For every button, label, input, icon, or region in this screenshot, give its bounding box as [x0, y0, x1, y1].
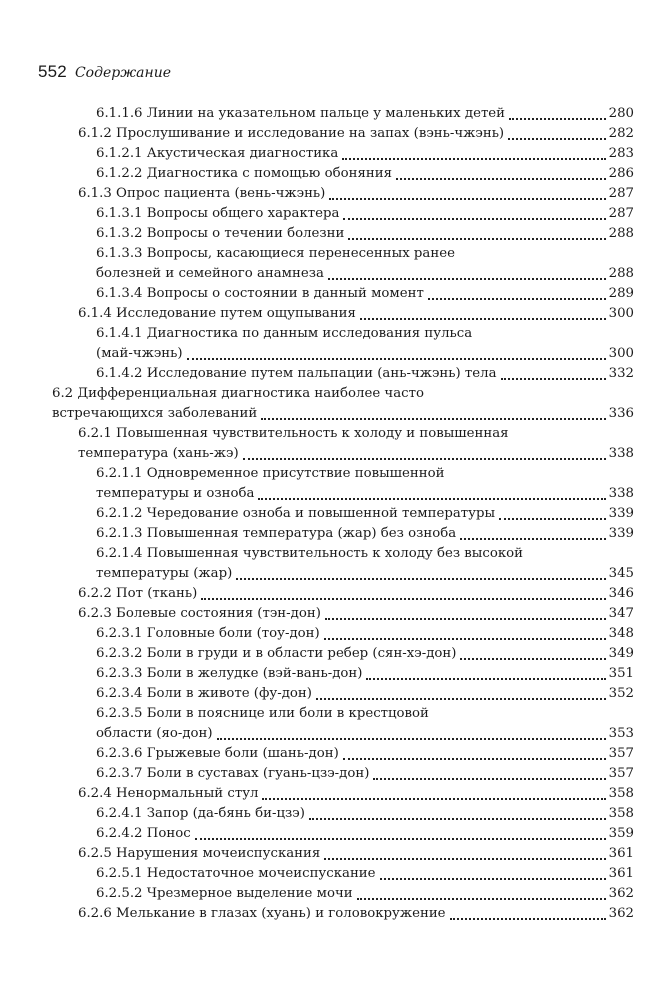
leader-dots	[195, 838, 606, 840]
toc-entry-row	[96, 344, 634, 364]
toc-page-number: 288	[608, 226, 634, 241]
leader-dots	[217, 738, 606, 740]
leader-dots	[460, 658, 605, 660]
toc-entry-title: 6.1.3 Опрос пациента (вень-чжэнь)	[78, 186, 326, 201]
toc-page-number: 348	[608, 626, 634, 641]
toc-entry-title: 6.2.4 Ненормальный стул	[78, 786, 259, 801]
toc-entry[interactable]	[0, 104, 664, 124]
toc-entry-row	[78, 184, 634, 204]
toc-page-number: 300	[608, 346, 634, 361]
toc-page-number: 347	[608, 606, 634, 621]
leader-dots	[357, 898, 606, 900]
leader-dots	[342, 158, 605, 160]
leader-dots	[236, 578, 605, 580]
toc-entry-row	[96, 164, 634, 184]
toc-entry-title: 6.2.4.2 Понос	[96, 826, 191, 841]
toc-entry-first-line	[0, 464, 664, 484]
toc-entry-title: (май-чжэнь)	[96, 346, 183, 361]
toc-entry-row	[78, 304, 634, 324]
toc-entry-row	[96, 564, 634, 584]
toc-entry-row	[78, 604, 634, 624]
toc-page-number: 345	[608, 566, 634, 581]
toc-entry[interactable]	[0, 604, 664, 624]
toc-entry-title: температура (хань-жэ)	[78, 446, 239, 461]
toc-entry-row	[96, 364, 634, 384]
toc-entry-row	[96, 484, 634, 504]
toc-entry-first-line	[0, 544, 664, 564]
leader-dots	[428, 298, 606, 300]
running-header	[38, 62, 171, 82]
toc-entry-row	[78, 904, 634, 924]
toc-page-number: 282	[608, 126, 634, 141]
toc-entry[interactable]	[0, 224, 664, 244]
toc-entry-heading: 6.1.4.1 Диагностика по данным исследования пульса	[96, 326, 473, 341]
toc-entry-first-line	[0, 704, 664, 724]
toc-entry-row	[78, 784, 634, 804]
toc-entry[interactable]	[0, 664, 664, 684]
toc-entry[interactable]	[0, 684, 664, 704]
toc-entry-title: 6.2.3.6 Грыжевые боли (шань-дон)	[96, 746, 339, 761]
toc-entry-title: 6.2.3.3 Боли в желудке (вэй-вань-дон)	[96, 666, 363, 681]
toc-entry[interactable]	[0, 184, 664, 204]
toc-entry-title: 6.1.4.2 Исследование путем пальпации (ань-чжэнь) тела	[96, 366, 497, 381]
toc-entry[interactable]	[0, 524, 664, 544]
toc-entry-row	[78, 584, 634, 604]
toc-entry-first-line	[0, 424, 664, 444]
toc-page-number: 361	[608, 866, 634, 881]
toc-page-number: 362	[608, 906, 634, 921]
toc-entry[interactable]	[0, 624, 664, 644]
toc-entry-first-line	[0, 244, 664, 264]
toc-entry-row	[96, 644, 634, 664]
toc-entry[interactable]	[0, 764, 664, 784]
toc-entry-title: 6.1.1.6 Линии на указательном пальце у маленьких детей	[96, 106, 506, 121]
leader-dots	[325, 618, 606, 620]
leader-dots	[373, 778, 605, 780]
leader-dots	[187, 358, 606, 360]
leader-dots	[450, 918, 606, 920]
leader-dots	[201, 598, 605, 600]
toc-entry-title: 6.2.1.3 Повышенная температура (жар) без озноба	[96, 526, 457, 541]
toc-entry-title: 6.1.3.4 Вопросы о состоянии в данный момент	[96, 286, 424, 301]
leader-dots	[360, 318, 606, 320]
toc-page-number: 338	[608, 486, 634, 501]
toc-page-number: 357	[608, 766, 634, 781]
toc-page-number: 358	[608, 806, 634, 821]
toc-page-number: 300	[608, 306, 634, 321]
toc-entry[interactable]	[0, 904, 664, 924]
leader-dots	[324, 858, 605, 860]
toc-page-number: 352	[608, 686, 634, 701]
running-title: Содержание	[74, 65, 172, 81]
toc-entry-heading: 6.2.1 Повышенная чувствительность к холоду и повышенная	[78, 426, 509, 441]
toc-entry-title: 6.2.2 Пот (ткань)	[78, 586, 198, 601]
toc-entry-title: 6.2.5 Нарушения мочеиспускания	[78, 846, 321, 861]
toc-entry-heading: 6.1.3.3 Вопросы, касающиеся перенесенных ранее	[96, 246, 455, 261]
toc-entry-title: 6.1.3.2 Вопросы о течении болезни	[96, 226, 345, 241]
toc-entry[interactable]	[0, 564, 664, 584]
toc-page-number: 346	[608, 586, 634, 601]
toc-entry[interactable]	[0, 344, 664, 364]
leader-dots	[509, 118, 606, 120]
toc-entry[interactable]	[0, 784, 664, 804]
leader-dots	[309, 818, 606, 820]
toc-entry-row	[78, 844, 634, 864]
leader-dots	[396, 178, 606, 180]
leader-dots	[262, 798, 605, 800]
toc-page-number: 289	[608, 286, 634, 301]
toc-entry-title: 6.2.3.4 Боли в животе (фу-дон)	[96, 686, 312, 701]
toc-entry-title: 6.1.2.2 Диагностика с помощью обоняния	[96, 166, 392, 181]
toc-entry[interactable]	[0, 804, 664, 824]
toc-entry[interactable]	[0, 724, 664, 744]
toc-page-number: 287	[608, 186, 634, 201]
leader-dots	[508, 138, 605, 140]
toc-page-number: 339	[608, 526, 634, 541]
toc-entry-title: 6.1.2.1 Акустическая диагностика	[96, 146, 339, 161]
leader-dots	[316, 698, 606, 700]
toc-entry-row	[96, 824, 634, 844]
toc-page-number: 358	[608, 786, 634, 801]
toc-entry-row	[78, 444, 634, 464]
toc-entry-row	[96, 264, 634, 284]
toc-entry[interactable]	[0, 744, 664, 764]
toc-entry-row	[96, 744, 634, 764]
toc-entry[interactable]	[0, 584, 664, 604]
toc-page-number: 288	[608, 266, 634, 281]
toc-page-number: 286	[608, 166, 634, 181]
leader-dots	[380, 878, 606, 880]
toc-page-number: 332	[608, 366, 634, 381]
toc-entry-title: 6.1.2 Прослушивание и исследование на запах (вэнь-чжэнь)	[78, 126, 505, 141]
leader-dots	[499, 518, 606, 520]
toc-entry-heading: 6.2 Дифференциальная диагностика наиболее часто	[52, 386, 424, 401]
leader-dots	[243, 458, 606, 460]
toc-page-number: 351	[608, 666, 634, 681]
leader-dots	[324, 638, 606, 640]
page-number: 552	[38, 62, 67, 81]
toc-page-number: 338	[608, 446, 634, 461]
toc-entry-heading: 6.2.1.1 Одновременное присутствие повышенной	[96, 466, 445, 481]
leader-dots	[348, 238, 605, 240]
toc-entry[interactable]	[0, 444, 664, 464]
toc-entry-row	[52, 404, 634, 424]
toc-entry[interactable]	[0, 884, 664, 904]
toc-entry-row	[96, 724, 634, 744]
toc-entry-row	[96, 224, 634, 244]
toc-entry-first-line	[0, 324, 664, 344]
toc-entry-row	[96, 764, 634, 784]
toc-page-number: 362	[608, 886, 634, 901]
toc-entry-row	[96, 664, 634, 684]
leader-dots	[366, 678, 605, 680]
toc-entry[interactable]	[0, 644, 664, 664]
toc-entry[interactable]	[0, 284, 664, 304]
toc-entry-title: области (яо-дон)	[96, 726, 213, 741]
toc-entry[interactable]	[0, 144, 664, 164]
toc-entry-row	[78, 124, 634, 144]
toc-entry[interactable]	[0, 864, 664, 884]
toc-entry[interactable]	[0, 484, 664, 504]
toc-page-number: 339	[608, 506, 634, 521]
toc-entry-title: 6.2.3.1 Головные боли (тоу-дон)	[96, 626, 320, 641]
toc-entry-row	[96, 144, 634, 164]
toc-page-number: 357	[608, 746, 634, 761]
toc-entry-row	[96, 284, 634, 304]
toc-entry[interactable]	[0, 364, 664, 384]
leader-dots	[460, 538, 605, 540]
toc-page-number: 359	[608, 826, 634, 841]
toc-entry-row	[96, 504, 634, 524]
toc-entry[interactable]	[0, 504, 664, 524]
toc-entry-row	[96, 104, 634, 124]
toc-entry-title: 6.2.4.1 Запор (да-бянь би-цзэ)	[96, 806, 305, 821]
toc-entry-first-line	[0, 384, 664, 404]
toc-page-number: 353	[608, 726, 634, 741]
toc-entry[interactable]	[0, 124, 664, 144]
toc-entry-row	[96, 864, 634, 884]
toc-page-number: 336	[608, 406, 634, 421]
toc-entry-row	[96, 684, 634, 704]
leader-dots	[258, 498, 605, 500]
toc-entry[interactable]	[0, 824, 664, 844]
toc-entry-title: температуры и озноба	[96, 486, 255, 501]
toc-entry-row	[96, 884, 634, 904]
toc-entry-title: 6.2.5.2 Чрезмерное выделение мочи	[96, 886, 353, 901]
toc-page-number: 361	[608, 846, 634, 861]
toc-entry-title: 6.1.4 Исследование путем ощупывания	[78, 306, 356, 321]
toc-entry[interactable]	[0, 304, 664, 324]
toc-page-number: 287	[608, 206, 634, 221]
toc-entry-row	[96, 524, 634, 544]
toc-page-number: 349	[608, 646, 634, 661]
leader-dots	[501, 378, 606, 380]
leader-dots	[343, 218, 605, 220]
leader-dots	[343, 758, 606, 760]
toc-entry-heading: 6.2.3.5 Боли в пояснице или боли в крестцовой	[96, 706, 429, 721]
toc-entry-row	[96, 204, 634, 224]
toc-entry[interactable]	[0, 204, 664, 224]
toc-entry[interactable]	[0, 404, 664, 424]
leader-dots	[329, 198, 605, 200]
toc-entry-row	[96, 624, 634, 644]
toc-entry[interactable]	[0, 264, 664, 284]
toc-entry-title: 6.2.3.2 Боли в груди и в области ребер (сян-хэ-дон)	[96, 646, 457, 661]
toc-entry-heading: 6.2.1.4 Повышенная чувствительность к холоду без высокой	[96, 546, 524, 561]
leader-dots	[261, 418, 605, 420]
toc-page-number: 280	[608, 106, 634, 121]
toc-entry-title: 6.2.1.2 Чередование озноба и повышенной температуры	[96, 506, 496, 521]
toc-page-number: 283	[608, 146, 634, 161]
toc-entry-title: температуры (жар)	[96, 566, 233, 581]
toc-entry-title: 6.2.3.7 Боли в суставах (гуань-цзэ-дон)	[96, 766, 370, 781]
toc-entry-row	[96, 804, 634, 824]
leader-dots	[328, 278, 606, 280]
toc-entry-title: 6.2.3 Болевые состояния (тэн-дон)	[78, 606, 321, 621]
toc-entry-title: встречающихся заболеваний	[52, 406, 258, 421]
toc-entry-title: болезней и семейного анамнеза	[96, 266, 324, 281]
toc-entry[interactable]	[0, 164, 664, 184]
toc-entry-title: 6.1.3.1 Вопросы общего характера	[96, 206, 340, 221]
toc-entry[interactable]	[0, 844, 664, 864]
toc-entry-title: 6.2.5.1 Недостаточное мочеиспускание	[96, 866, 376, 881]
toc-entry-title: 6.2.6 Мелькание в глазах (хуань) и головокружение	[78, 906, 446, 921]
